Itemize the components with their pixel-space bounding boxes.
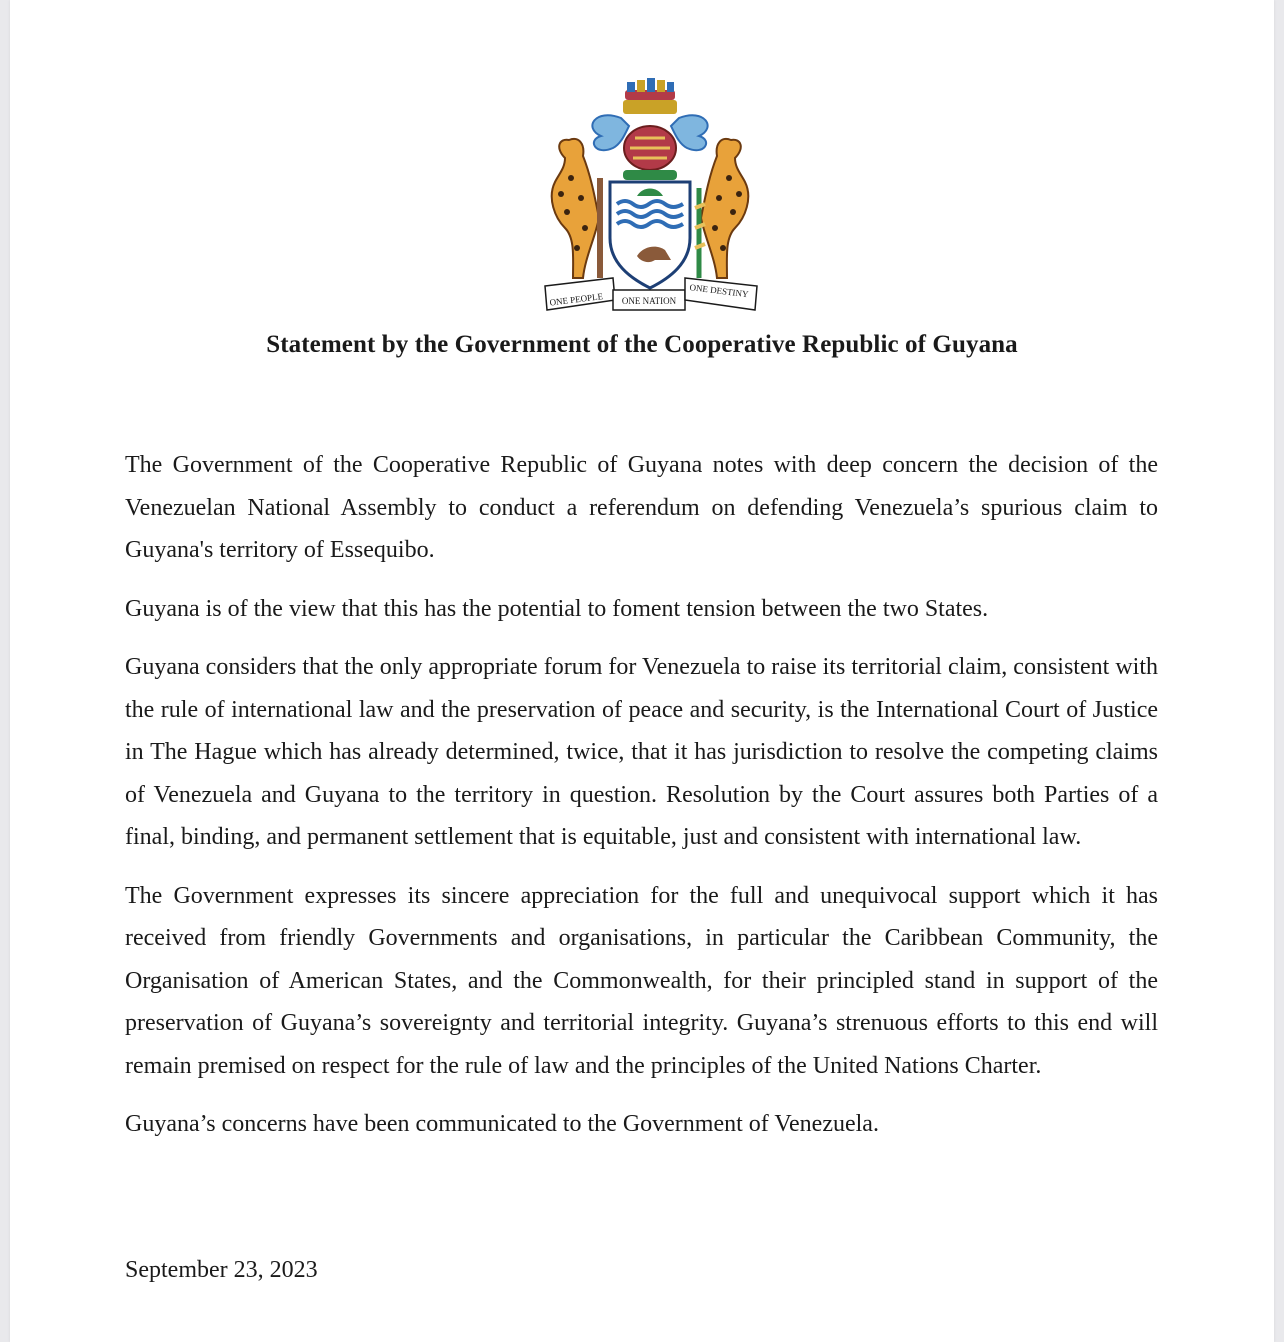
statement-body xyxy=(125,444,1158,1162)
motto-center: ONE NATION xyxy=(621,296,677,306)
statement-title: Statement by the Government of the Cooperative Republic of Guyana xyxy=(266,331,1018,358)
paragraph-3: Guyana considers that the only appropriate forum for Venezuela to raise its territorial claim, consistent with the rule of international law and the preservation of peace and security, is the International Court of Justice in The Hague which has already determined, twice, that it has jurisdiction to resolve the competing claims of Venezuela and Guyana to the territory in question. Resolution by the Court assures both Parties of a final, binding, and permanent settlement that is equitable, just and consistent with international law. xyxy=(125,654,1158,850)
statement-date: September 23, 2023 xyxy=(125,1257,318,1283)
jaguar-left xyxy=(552,139,603,278)
paragraph-5: Guyana’s concerns have been communicated to the Government of Venezuela. xyxy=(125,1111,879,1137)
headdress xyxy=(623,78,677,114)
motto-left: ONE PEOPLE xyxy=(548,291,604,308)
paragraph-4: The Government expresses its sincere appreciation for the full and unequivocal support which it has received from friendly Governments and organisations, in particular the Caribbean Community, the Organisation of American States, and the Commonwealth, for their principled stand in support of the preservation of Guyana’s sovereignty and territorial integrity. Guyana’s strenuous efforts to this end will remain premised on respect for the rule of law and the principles of the United Nations Charter. xyxy=(125,882,1158,1079)
jaguar-right xyxy=(695,139,748,278)
paragraph-2: Guyana is of the view that this has the potential to foment tension between the two States. xyxy=(125,595,989,622)
document-page xyxy=(10,0,1274,1342)
paragraph-1: The Government of the Cooperative Republic of Guyana notes with deep concern the decision of the Venezuelan National Assembly to conduct a referendum on defending Venezuela’s spurious claim to Guyana's territory of Essequibo. xyxy=(125,452,1158,563)
motto-right: ONE DESTINY xyxy=(688,282,750,300)
coat-of-arms-emblem xyxy=(525,78,775,318)
